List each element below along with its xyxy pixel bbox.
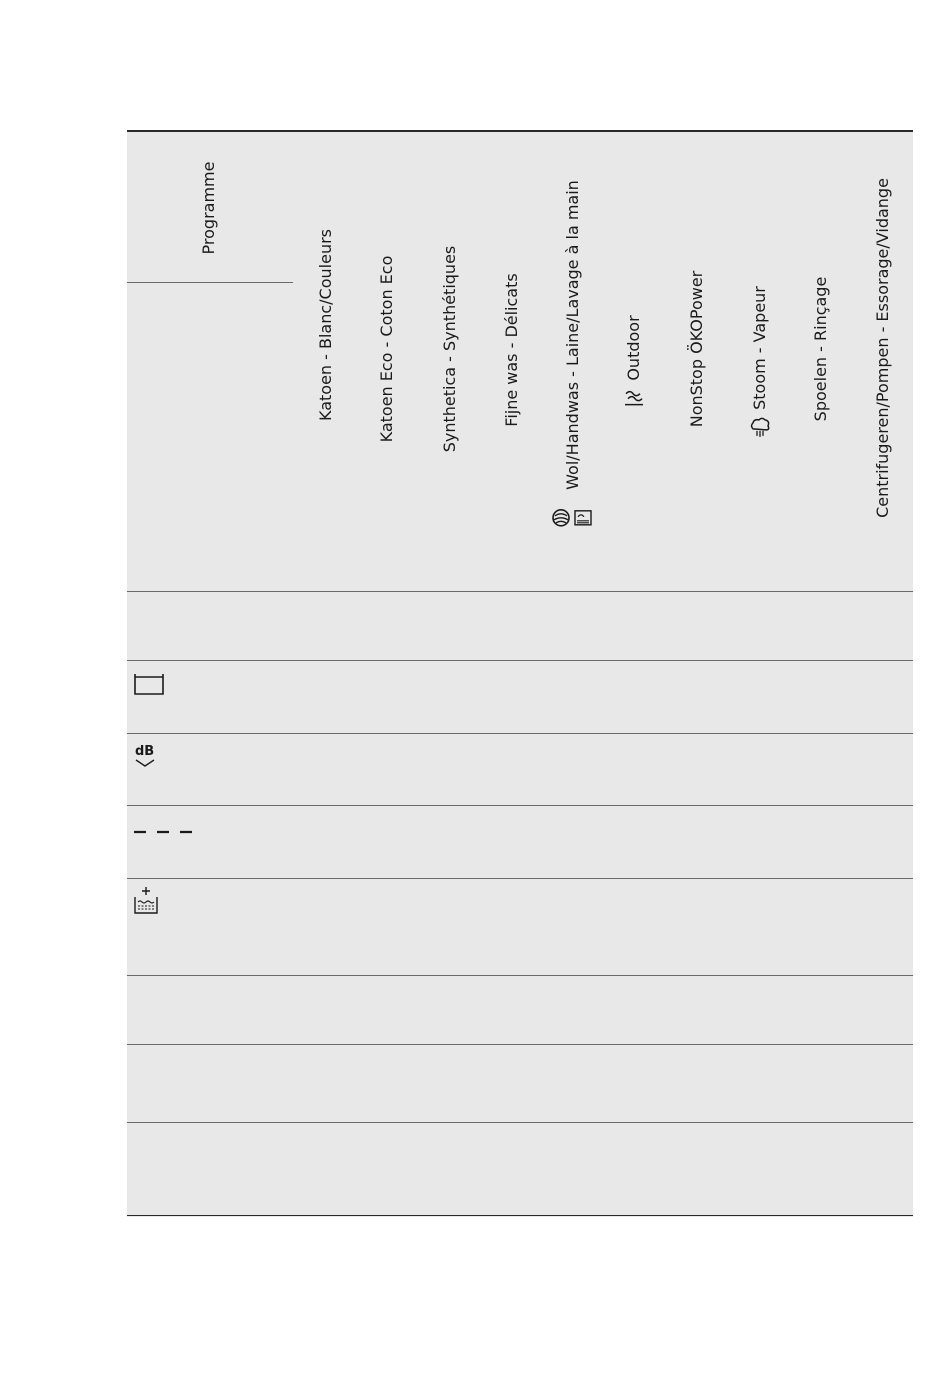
programme-header-spoelen: Spoelen - Rinçage (811, 276, 830, 422)
row-divider (127, 660, 913, 661)
options-table (127, 130, 913, 1217)
dashes-icon (133, 827, 195, 837)
programme-header-centrifugeren: Centrifugeren/Pompen - Essorage/Vidange (873, 178, 892, 518)
programme-header: Programme (199, 161, 218, 255)
row-divider (127, 1044, 913, 1045)
row-divider (127, 878, 913, 879)
drum-icon (133, 672, 165, 696)
programme-header-fijne-was: Fijne was - Délicats (502, 273, 521, 427)
row-divider (127, 1122, 913, 1123)
row-divider (127, 805, 913, 806)
table-bottom-rule (127, 1215, 913, 1216)
programme-header-nonstop: NonStop ÖKOPower (687, 270, 706, 428)
programme-header-katoen: Katoen - Blanc/Couleurs (316, 228, 335, 422)
programme-header-katoen-eco: Katoen Eco - Coton Eco (377, 255, 396, 443)
programme-header-synthetica: Synthetica - Synthétiques (440, 245, 459, 453)
programme-header-stoom: Stoom - Vapeur (749, 286, 771, 438)
programme-cell-divider (127, 282, 293, 283)
row-divider (127, 733, 913, 734)
steam-icon (749, 416, 771, 438)
programme-header-outdoor: Outdoor (624, 315, 644, 408)
programme-header-wol-handwas: Wol/Handwas - Laine/Lavage à la main (563, 180, 583, 540)
row-divider (127, 975, 913, 976)
extra-rinse-icon (133, 886, 159, 916)
row-divider (127, 591, 913, 592)
wool-handwash-icon (551, 508, 595, 528)
outdoor-icon (623, 388, 645, 408)
db-low-noise-icon (133, 742, 159, 770)
svg-text:dB: dB (135, 744, 155, 759)
